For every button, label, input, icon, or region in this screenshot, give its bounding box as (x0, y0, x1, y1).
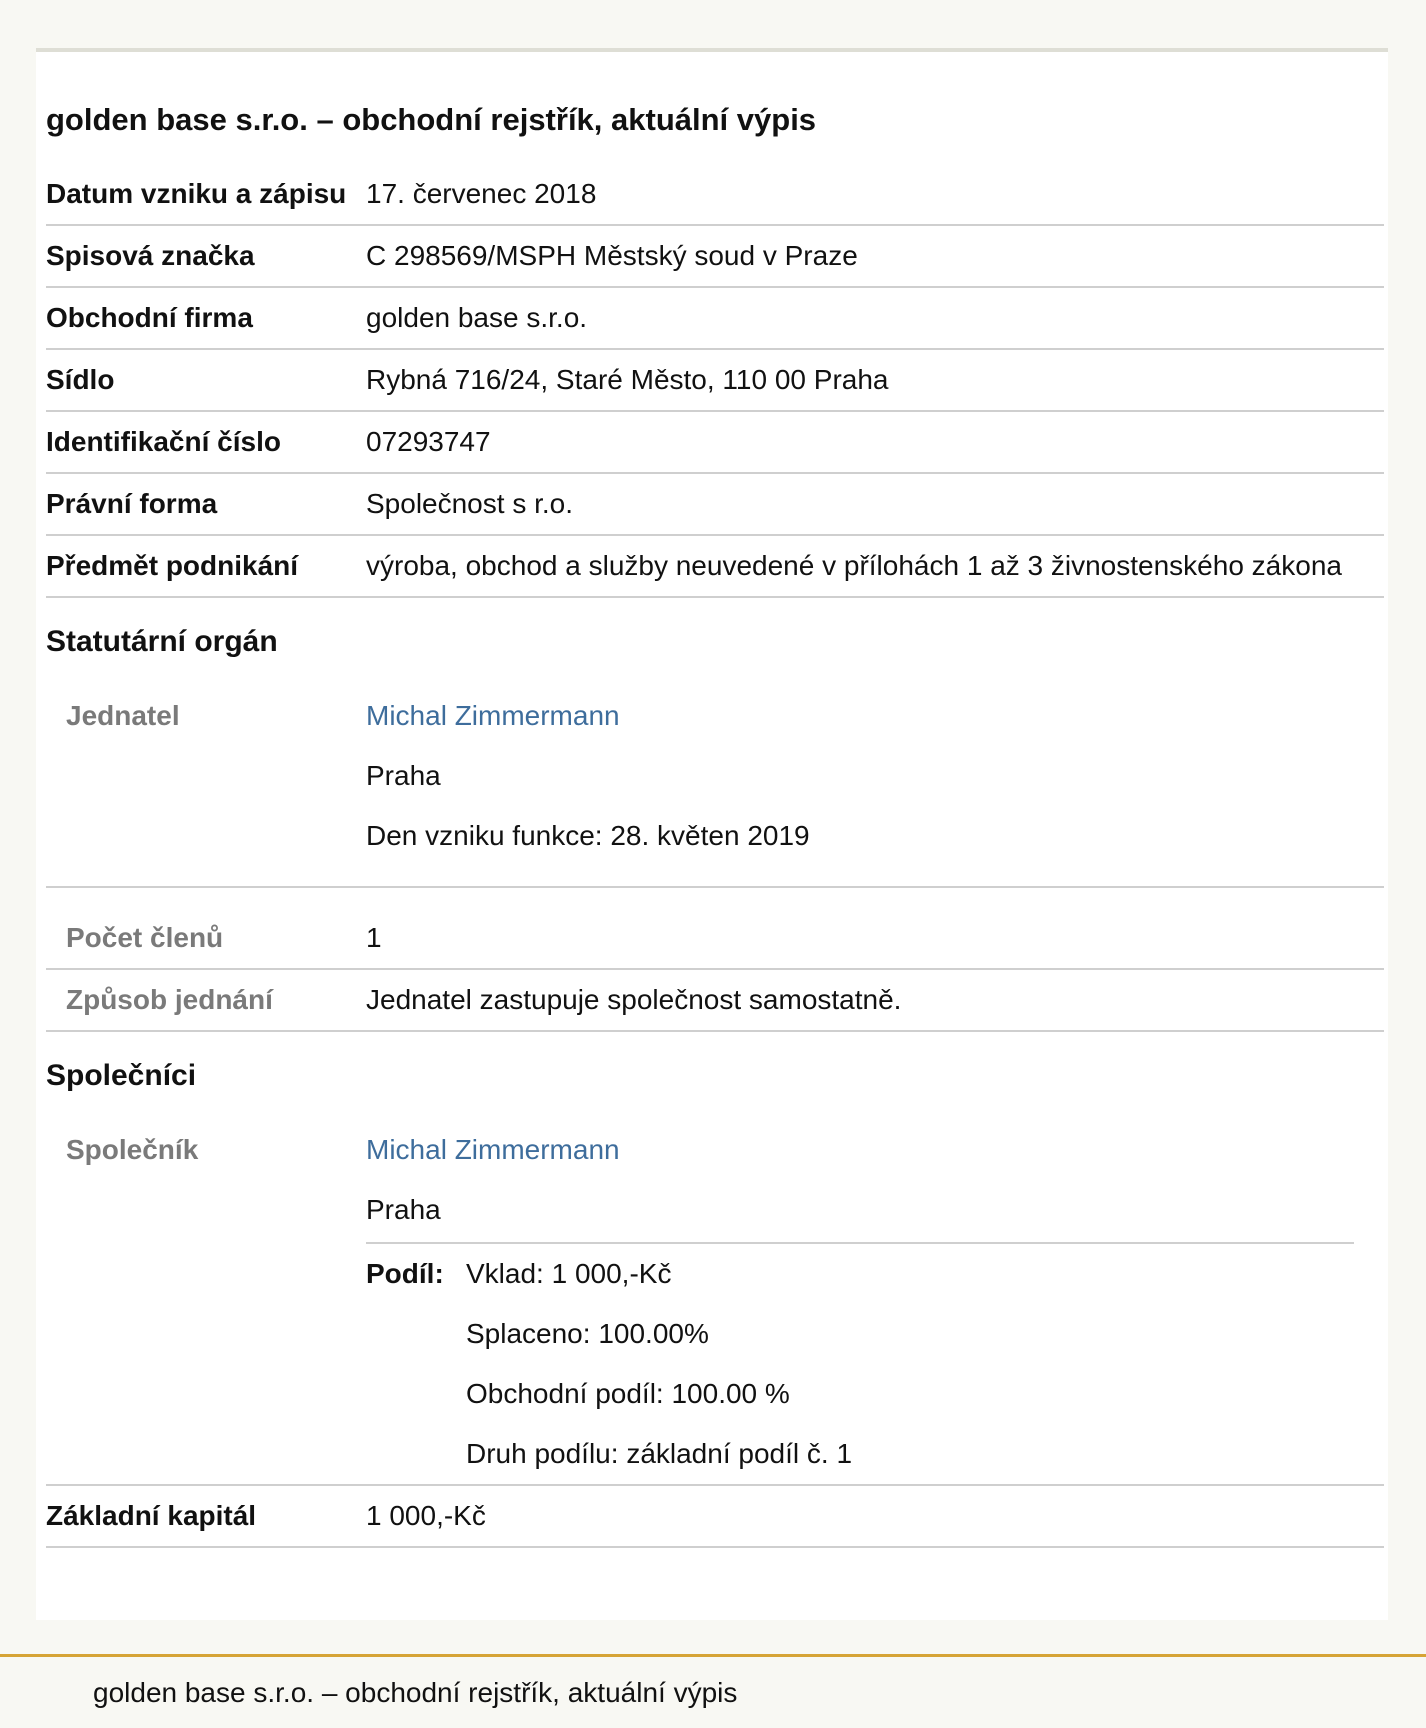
row-label: Jednatel (66, 700, 180, 731)
row-label: Počet členů (66, 922, 224, 953)
partner-city: Praha (366, 1194, 441, 1225)
share-line: Splaceno: 100.00% (466, 1318, 709, 1349)
row-pocet-clenu (46, 888, 1384, 970)
row-value: Společnost s r.o. (366, 488, 574, 519)
footer-text: golden base s.r.o. – obchodní rejstřík, aktuální výpis (93, 1677, 738, 1708)
row-datum-vzniku (46, 164, 1384, 226)
row-value: 17. červenec 2018 (366, 178, 597, 209)
jednatel-name-link[interactable]: Michal Zimmermann (366, 700, 620, 731)
page-title: golden base s.r.o. – obchodní rejstřík, aktuální výpis (46, 102, 817, 137)
share-label: Podíl: (366, 1258, 444, 1289)
row-spisova-znacka (46, 226, 1384, 288)
row-value: C 298569/MSPH Městský soud v Praze (366, 240, 858, 271)
footer (0, 1654, 1426, 1728)
row-sidlo (46, 350, 1384, 412)
row-jednatel (46, 686, 1384, 888)
spacer (366, 866, 1384, 886)
share-line: Druh podílu: základní podíl č. 1 (466, 1438, 853, 1469)
register-extract-card (36, 48, 1388, 1620)
row-value: Rybná 716/24, Staré Město, 110 00 Praha (366, 364, 889, 395)
row-label: Sídlo (46, 364, 115, 395)
row-ico (46, 412, 1384, 474)
jednatel-city: Praha (366, 760, 441, 791)
section-statutory-heading: Statutární orgán (46, 625, 278, 658)
row-zakladni-kapital (46, 1486, 1384, 1548)
share-line: Vklad: 1 000,-Kč (466, 1258, 672, 1289)
row-predmet-podnikani (46, 536, 1384, 598)
share-values (466, 1244, 1354, 1484)
row-pravni-forma (46, 474, 1384, 536)
row-spolecnik (46, 1120, 1384, 1486)
row-label: Datum vzniku a zápisu (46, 178, 347, 209)
row-label: Způsob jednání (66, 984, 273, 1015)
row-label: Obchodní firma (46, 302, 253, 333)
row-value: 1 (366, 922, 382, 953)
row-value: golden base s.r.o. (366, 302, 588, 333)
share-block (366, 1242, 1354, 1484)
row-value (366, 686, 1384, 886)
share-line: Obchodní podíl: 100.00 % (466, 1378, 790, 1409)
register-extract-content (46, 100, 1384, 1548)
partner-name-link[interactable]: Michal Zimmermann (366, 1134, 620, 1165)
section-partners-heading: Společníci (46, 1059, 197, 1092)
row-label: Předmět podnikání (46, 550, 299, 581)
row-value: 1 000,-Kč (366, 1500, 486, 1531)
row-value: 07293747 (366, 426, 491, 457)
row-value: výroba, obchod a služby neuvedené v přílohách 1 až 3 živnostenského zákona (366, 550, 1342, 581)
row-value (366, 1120, 1384, 1484)
row-label: Identifikační číslo (46, 426, 281, 457)
row-value: Jednatel zastupuje společnost samostatně. (366, 984, 902, 1015)
row-label: Společník (66, 1134, 199, 1165)
row-label: Právní forma (46, 488, 218, 519)
row-label: Základní kapitál (46, 1500, 257, 1531)
row-zpusob-jednani (46, 970, 1384, 1032)
row-label: Spisová značka (46, 240, 255, 271)
jednatel-since: Den vzniku funkce: 28. květen 2019 (366, 820, 810, 851)
row-obchodni-firma (46, 288, 1384, 350)
